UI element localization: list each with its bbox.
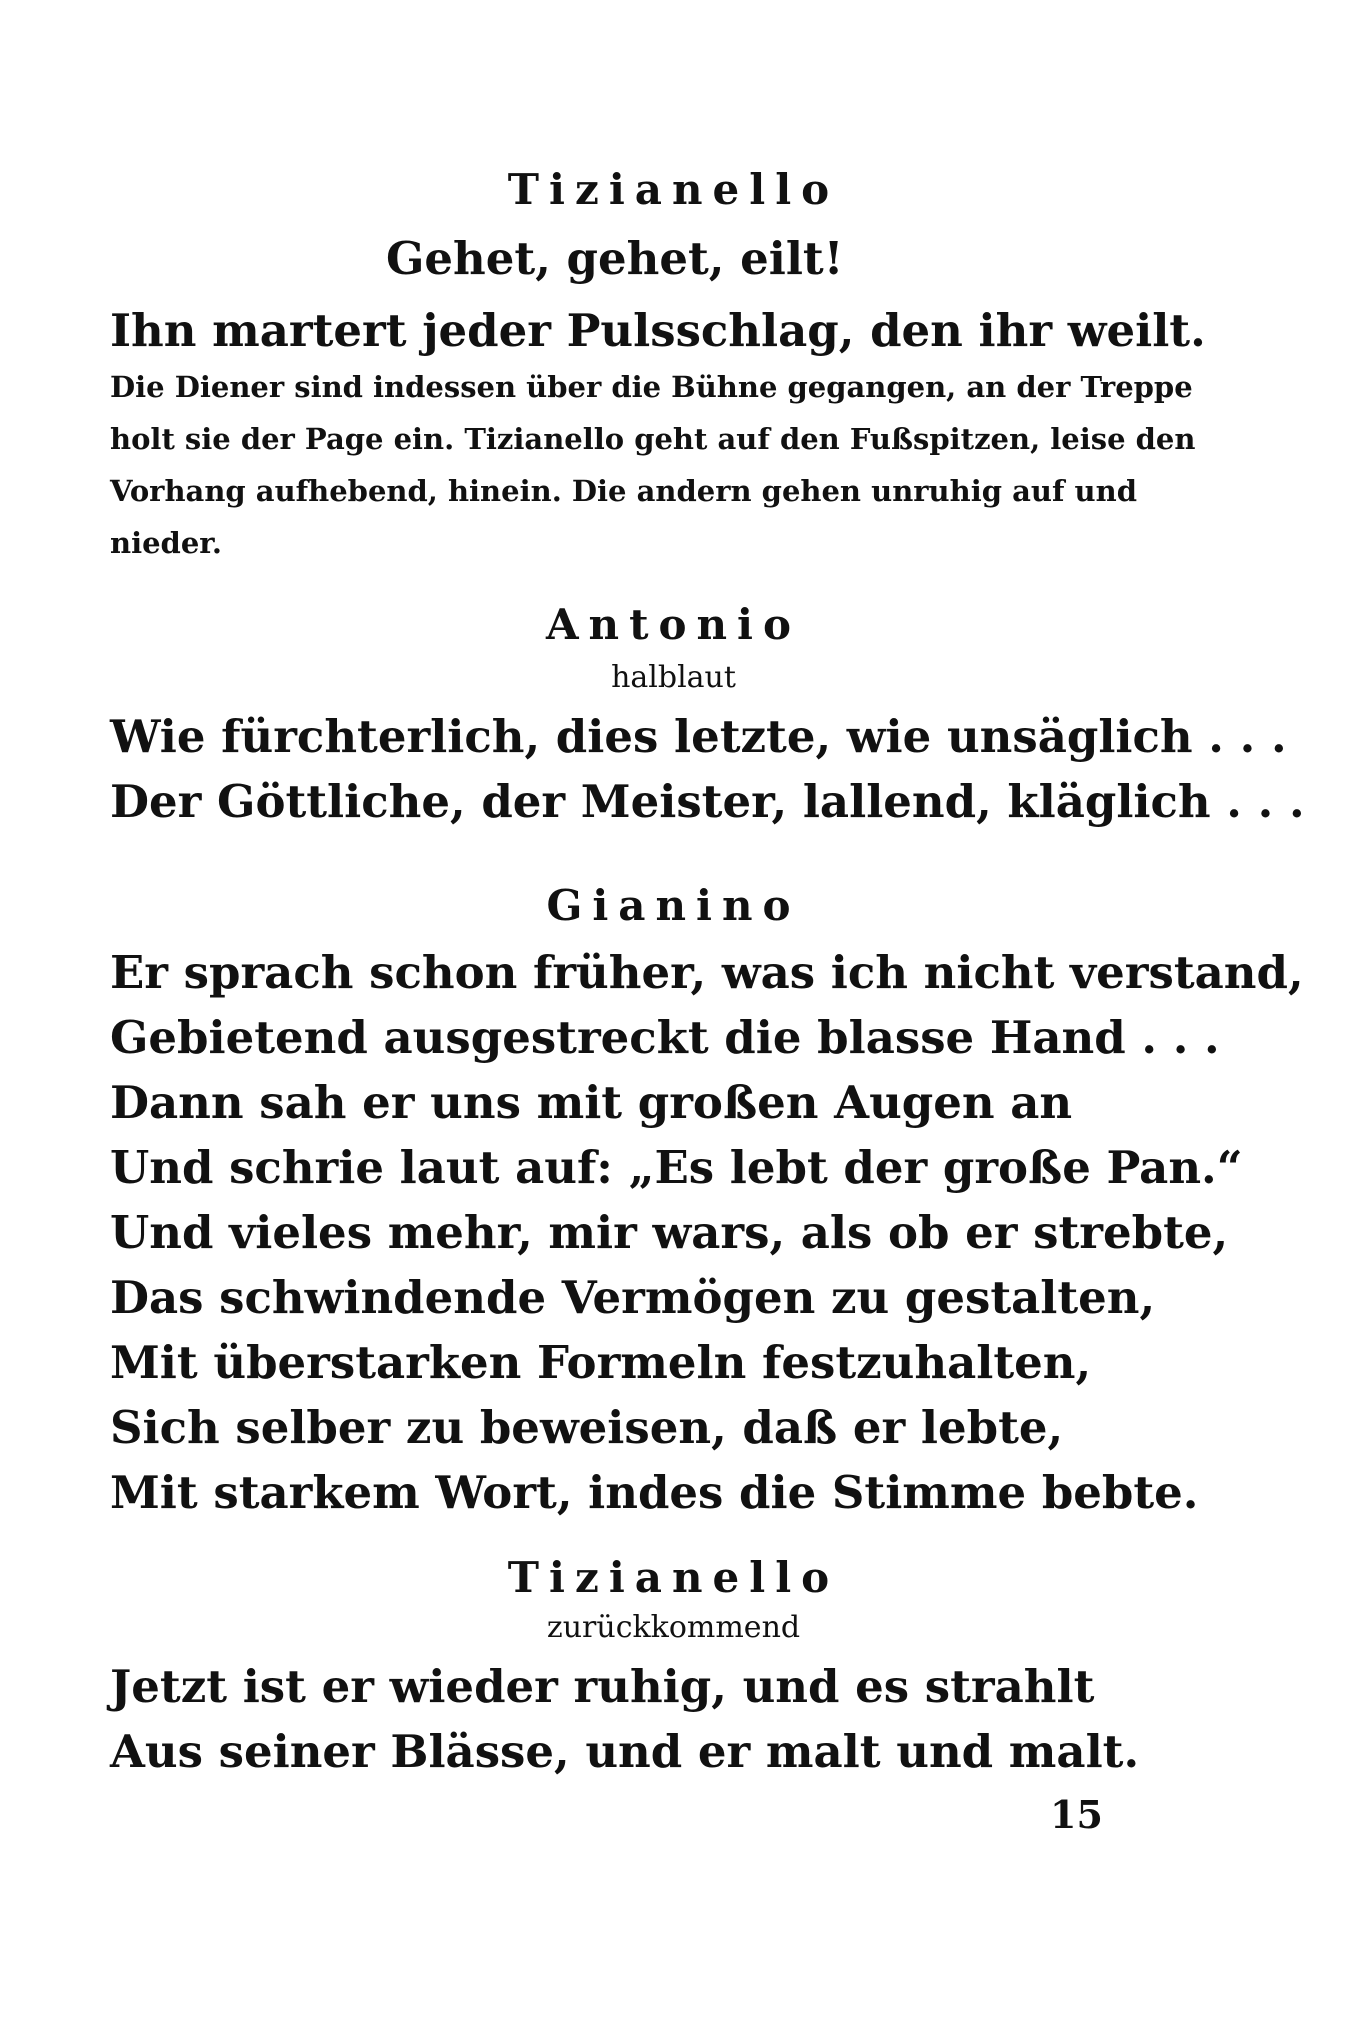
verse-line: Und vieles mehr, mir wars, als ob er strebte, [110, 1206, 1229, 1259]
verse-line: Mit starkem Wort, indes die Stimme bebte. [110, 1466, 1199, 1519]
verse-line: Sich selber zu beweisen, daß er lebte, [110, 1401, 1064, 1454]
stage-direction-line: Vorhang aufhebend, hinein. Die andern gehen unruhig auf und [110, 474, 1138, 508]
speaker-name: Gianino [546, 881, 801, 930]
verse-line: Gehet, gehet, eilt! [386, 232, 844, 285]
verse-line: Der Göttliche, der Meister, lallend, kläglich . . . [110, 775, 1305, 828]
verse-line: Und schrie laut auf: „Es lebt der große Pan.“ [110, 1141, 1243, 1194]
page-number: 15 [1050, 1792, 1103, 1837]
speaker-name: Tizianello [507, 1553, 840, 1602]
speaker-name: Tizianello [507, 165, 840, 214]
verse-line: Dann sah er uns mit großen Augen an [110, 1076, 1073, 1129]
verse-line: Gebietend ausgestreckt die blasse Hand . . . [110, 1011, 1220, 1064]
verse-line: Aus seiner Blässe, und er malt und malt. [110, 1725, 1140, 1778]
speaker-direction: zurückkommend [546, 1610, 801, 1645]
stage-direction-line: holt sie der Page ein. Tizianello geht auf den Fußspitzen, leise den [110, 422, 1196, 456]
verse-line: Mit überstarken Formeln festzuhalten, [110, 1336, 1092, 1389]
verse-line: Ihn martert jeder Pulsschlag, den ihr weilt. [110, 304, 1206, 357]
speaker-name: Antonio [545, 600, 802, 649]
speaker-direction: halblaut [611, 660, 736, 695]
verse-line: Jetzt ist er wieder ruhig, und es strahlt [110, 1660, 1095, 1713]
stage-direction-line: nieder. [110, 526, 222, 560]
verse-line: Wie fürchterlich, dies letzte, wie unsäglich . . . [110, 710, 1287, 763]
verse-line: Er sprach schon früher, was ich nicht verstand, [110, 946, 1304, 999]
stage-direction-line: Die Diener sind indessen über die Bühne gegangen, an der Treppe [110, 370, 1193, 404]
verse-line: Das schwindende Vermögen zu gestalten, [110, 1271, 1156, 1324]
